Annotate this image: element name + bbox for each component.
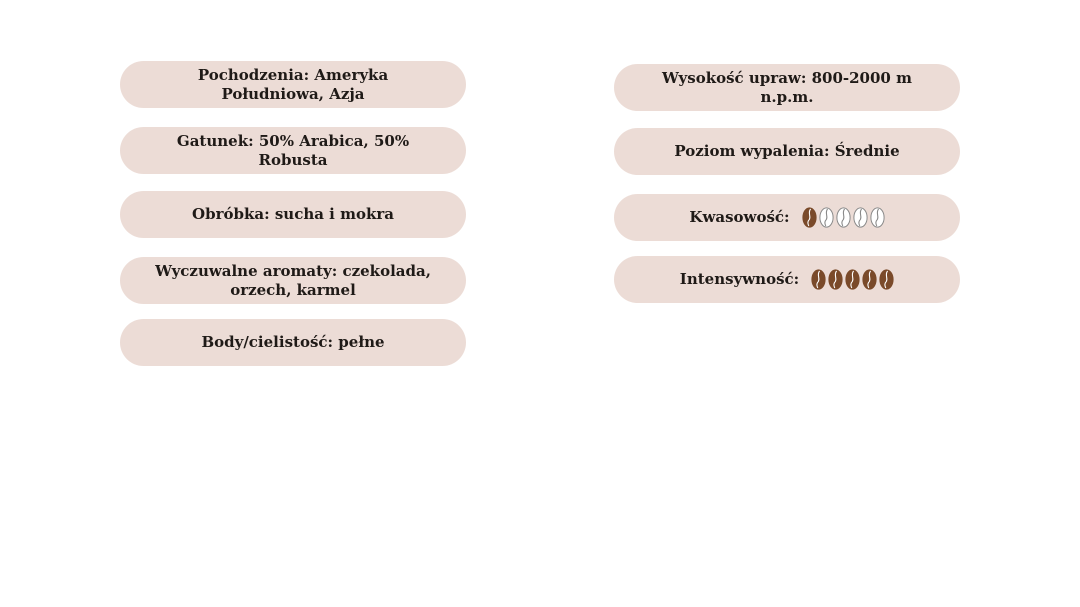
- coffee-bean-filled-icon: [845, 269, 860, 290]
- species-label: Gatunek: 50% Arabica, 50% Robusta: [176, 131, 410, 169]
- coffee-bean-filled-icon: [828, 269, 843, 290]
- processing-label: Obróbka: sucha i mokra: [192, 205, 394, 223]
- aromas-label: Wyczuwalne aromaty: czekolada, orzech, karmel: [155, 261, 431, 299]
- coffee-bean-empty-icon: [836, 207, 851, 228]
- origin-pill: [120, 61, 466, 108]
- coffee-bean-empty-icon: [853, 207, 868, 228]
- altitude-pill: [614, 64, 960, 111]
- intensity-pill: [614, 256, 960, 303]
- origin-label: Pochodzenia: Ameryka Południowa, Azja: [197, 65, 389, 103]
- coffee-bean-filled-icon: [811, 269, 826, 290]
- altitude-label: Wysokość upraw: 800-2000 m n.p.m.: [662, 68, 912, 106]
- intensity-label: Intensywność:: [679, 270, 800, 288]
- acidity-pill: [614, 194, 960, 241]
- body-label: Body/cielistość: pełne: [201, 333, 385, 351]
- processing-pill: [120, 191, 466, 238]
- roast-level-label: Poziom wypalenia: Średnie: [674, 142, 900, 160]
- coffee-bean-filled-icon: [862, 269, 877, 290]
- species-pill: [120, 127, 466, 174]
- aromas-pill: [120, 257, 466, 304]
- roast-level-pill: [614, 128, 960, 175]
- acidity-rating: [802, 207, 885, 228]
- acidity-label: Kwasowość:: [689, 208, 790, 226]
- body-pill: [120, 319, 466, 366]
- coffee-bean-filled-icon: [879, 269, 894, 290]
- coffee-bean-filled-icon: [802, 207, 817, 228]
- coffee-bean-empty-icon: [819, 207, 834, 228]
- coffee-bean-empty-icon: [870, 207, 885, 228]
- intensity-rating: [811, 269, 894, 290]
